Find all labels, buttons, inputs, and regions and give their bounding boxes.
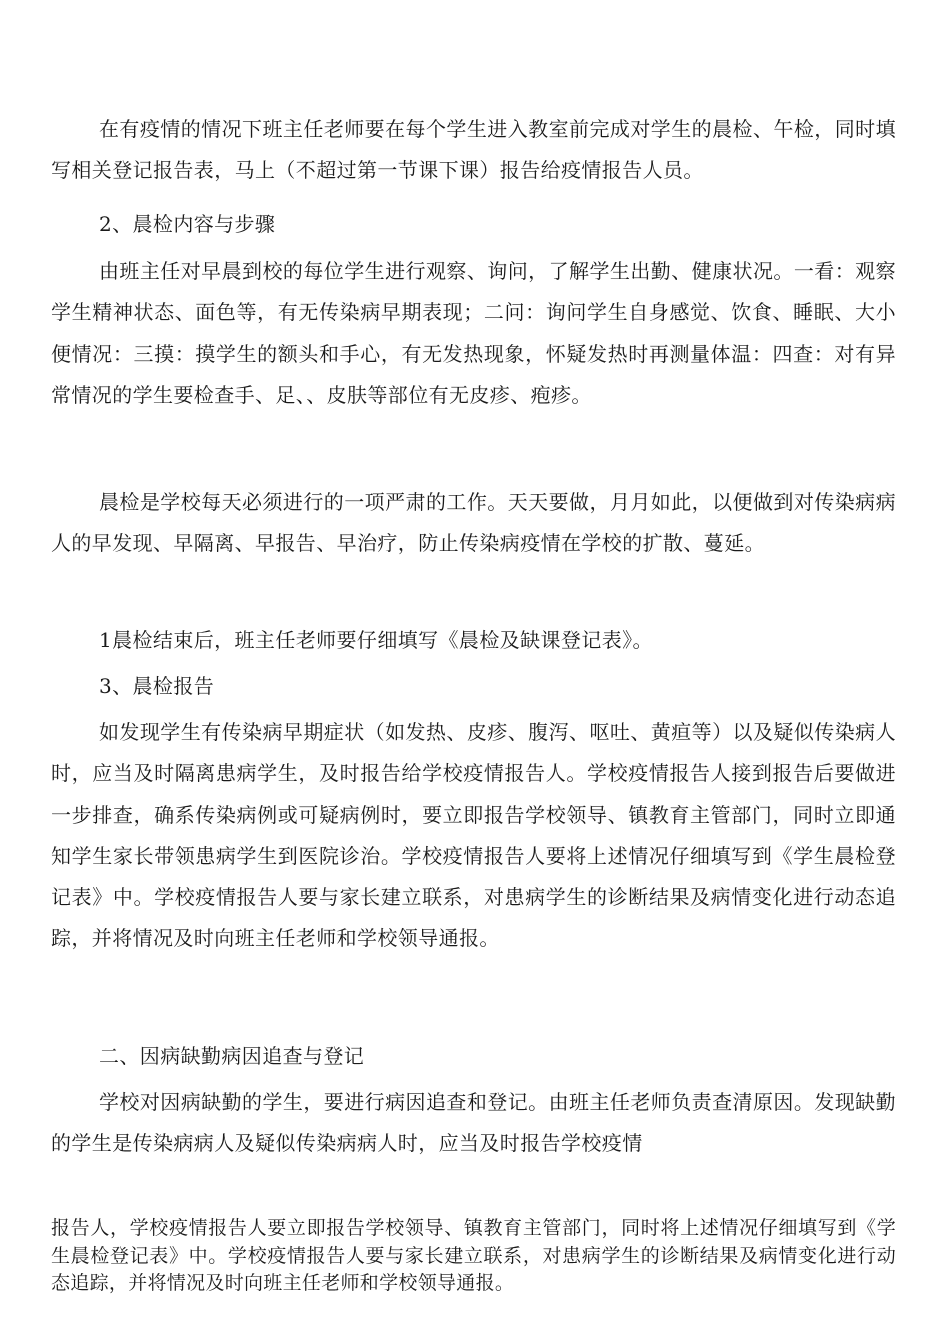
paragraph-tail-report: 报告人，学校疫情报告人要立即报告学校领导、镇教育主管部门，同时将上述情况仔细填写到《学生晨检登记表》中。学校疫情报告人要与家长建立联系，对患病学生的诊断结果及病情变化进行动态追踪，并将情况及时向班主任老师和学校领导通报。: [51, 1217, 896, 1294]
paragraph-report-procedure: 如发现学生有传染病早期症状（如发热、皮疹、腹泻、呕吐、黄疸等）以及疑似传染病人时，应当及时隔离患病学生，及时报告给学校疫情报告人。学校疫情报告人接到报告后要做进一步排查，确系传染病例或可疑病例时，要立即报告学校领导、镇教育主管部门，同时立即通知学生家长带领患病学生到医院诊治。学校疫情报告人要将上述情况仔细填写到《学生晨检登记表》中。学校疫情报告人要与家长建立联系，对患病学生的诊断结果及病情变化进行动态追踪，并将情况及时向班主任老师和学校领导通报。: [51, 720, 896, 951]
heading-absence-tracing: 二、因病缺勤病因追查与登记: [99, 1044, 365, 1068]
paragraph-check-importance: 晨检是学校每天必须进行的一项严肃的工作。天天要做，月月如此，以便做到对传染病病人的早发现、早隔离、早报告、早治疗，防止传染病疫情在学校的扩散、蔓延。: [51, 490, 896, 556]
heading-check-report: 3、晨检报告: [99, 674, 215, 698]
paragraph-fill-register: 1晨检结束后，班主任老师要仔细填写《晨检及缺课登记表》。: [99, 628, 653, 652]
paragraph-absence-tracing: 学校对因病缺勤的学生，要进行病因追查和登记。由班主任老师负责查清原因。发现缺勤的学生是传染病病人及疑似传染病病人时，应当及时报告学校疫情: [51, 1090, 896, 1156]
heading-check-content-steps: 2、晨检内容与步骤: [99, 212, 276, 236]
paragraph-morning-noon-check: 在有疫情的情况下班主任老师要在每个学生进入教室前完成对学生的晨检、午检，同时填写相关登记报告表，马上（不超过第一节课下课）报告给疫情报告人员。: [51, 117, 896, 183]
paragraph-check-procedure: 由班主任对早晨到校的每位学生进行观察、询问，了解学生出勤、健康状况。一看：观察学生精神状态、面色等，有无传染病早期表现；二问：询问学生自身感觉、饮食、睡眠、大小便情况：三摸：摸学生的额头和手心，有无发热现象，怀疑发热时再测量体温：四查：对有异常情况的学生要检查手、足、、皮肤等部位有无皮疹、疱疹。: [51, 259, 896, 407]
